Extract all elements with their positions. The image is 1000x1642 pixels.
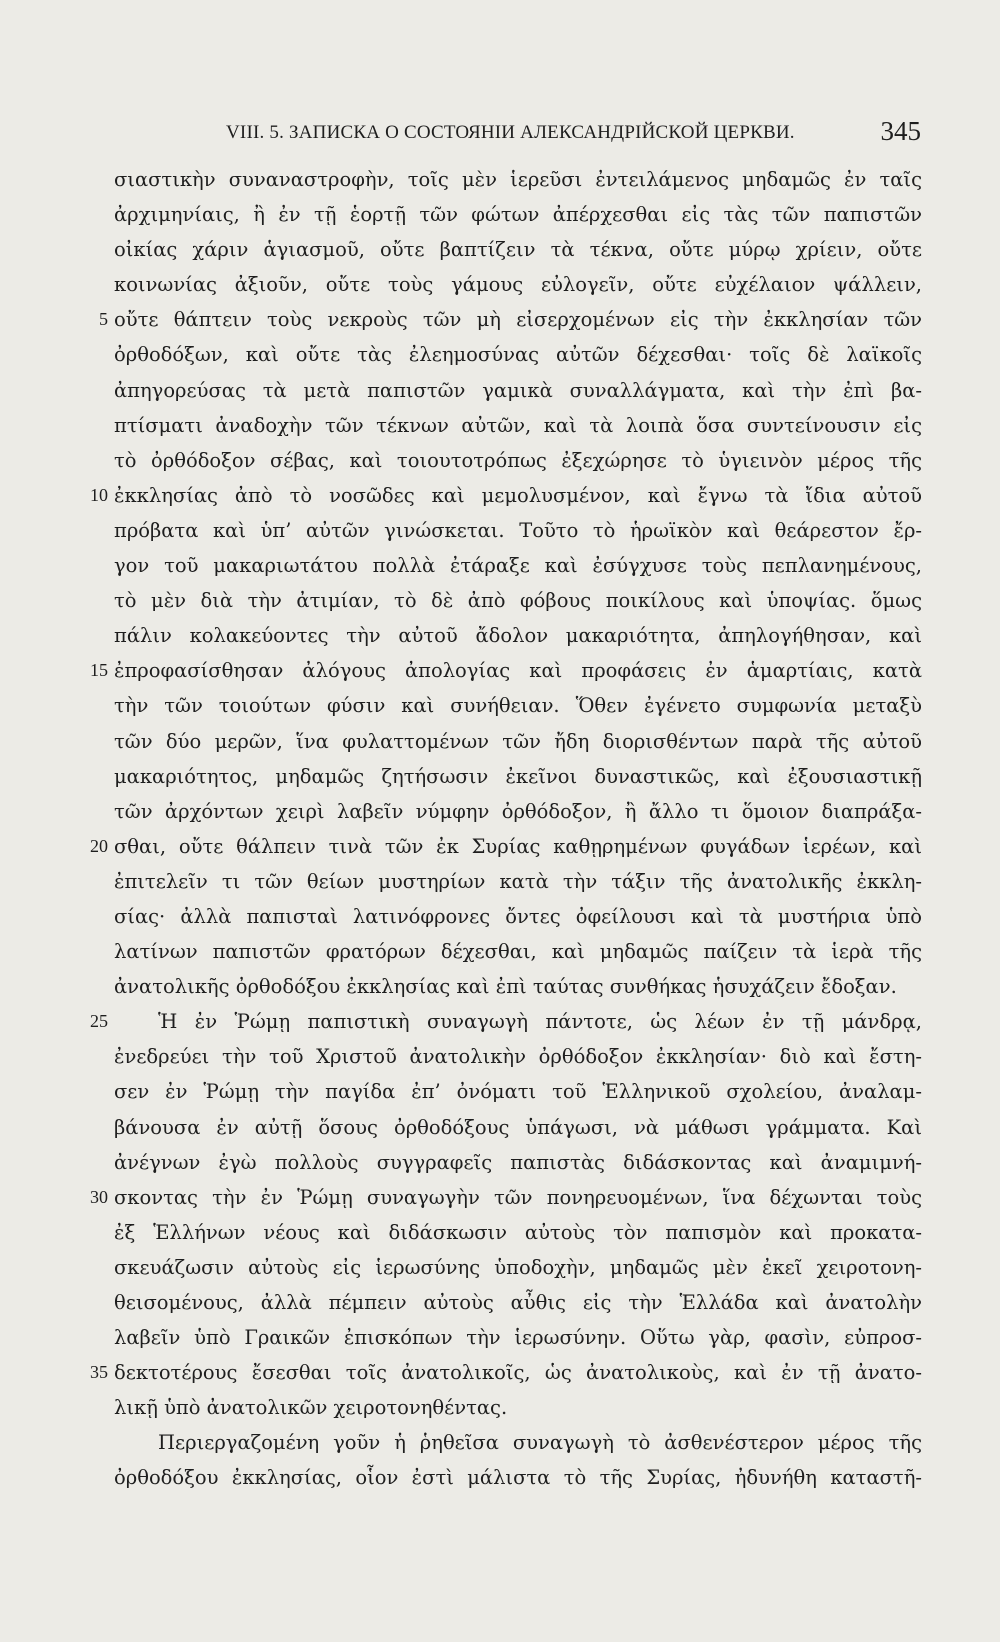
line-text: λατίνων παπιστῶν φρατόρων δέχεσθαι, καὶ μηδαμῶς παίζειν τὰ ἱερὰ τῆς [114,940,922,964]
line-text: ὀρθοδόξων, καὶ οὔτε τὰς ἐλεημοσύνας αὐτῶν δέχεσθαι· τοῖς δὲ λαϊκοῖς [114,343,922,367]
line-text: πρόβατα καὶ ὑπ’ αὐτῶν γινώσκεται. Τοῦτο τὸ ἡρωϊκὸν καὶ θεάρεστον ἔρ- [114,518,922,542]
line-text: ἀπηγορεύσας τὰ μετὰ παπιστῶν γαμικὰ συναλλάγματα, καὶ τὴν ἐπὶ βα- [114,378,922,402]
page-header [226,116,921,152]
line-text: τῶν δύο μερῶν, ἵνα φυλαττομένων τῶν ἤδη διορισθέντων παρὰ τῆς αὐτοῦ [114,729,922,753]
line-text: πάλιν κολακεύοντες τὴν αὐτοῦ ἄδολον μακαριότητα, ἀπηλογήθησαν, καὶ [114,624,922,648]
line-number: 20 [90,835,108,856]
line-text: γον τοῦ μακαριωτάτου πολλὰ ἐτάραξε καὶ ἐσύγχυσε τοὺς πεπλανημένους, [114,554,922,578]
line-text: σκοντας τὴν ἐν Ῥώμῃ συναγωγὴν τῶν πονηρευομένων, ἵνα δέχωνται τοὺς [114,1185,922,1209]
line-text: σιαστικὴν συναναστροφὴν, τοῖς μὲν ἱερεῦσι ἐντειλάμενος μηδαμῶς ἐν ταῖς [114,168,922,191]
line-text: ἐξ Ἑλλήνων νέους καὶ διδάσκωσιν αὐτοὺς τὸν παπισμὸν καὶ προκατα- [114,1220,922,1244]
text-line [90,829,922,864]
line-text: Περιεργαζομένη γοῦν ἡ ῥηθεῖσα συναγωγὴ τὸ ἀσθενέστερον μέρος τῆς [158,1431,922,1455]
text-line [114,1250,922,1285]
line-text: ὀρθοδόξου ἐκκλησίας, οἷον ἐστὶ μάλιστα τὸ τῆς Συρίας, ἠδυνήθη καταστῆ- [114,1466,922,1490]
line-text: ἐκκλησίας ἀπὸ τὸ νοσῶδες καὶ μεμολυσμένον, καὶ ἔγνω τὰ ἴδια αὐτοῦ [114,483,922,507]
text-line [114,337,922,372]
line-text: λικῇ ὑπὸ ἀνατολικῶν χειροτονηθέντας. [114,1396,508,1420]
line-text: σθαι, οὔτε θάλπειν τινὰ τῶν ἐκ Συρίας καθῃρημένων φυγάδων ἱερέων, καὶ [114,834,922,858]
line-text: μακαριότητος, μηδαμῶς ζητήσωσιν ἐκεῖνοι δυναστικῶς, καὶ ἐξουσιαστικῇ [114,764,922,788]
text-line [114,688,922,723]
line-text: ἀνατολικῆς ὀρθοδόξου ἐκκλησίας καὶ ἐπὶ ταύτας συνθήκας ἡσυχάζειν ἔδοξαν. [114,975,897,999]
text-line [114,1110,922,1145]
line-number: 15 [90,660,108,681]
line-text: κοινωνίας ἀξιοῦν, οὔτε τοὺς γάμους εὐλογεῖν, οὔτε εὐχέλαιον ψάλλειν, [114,273,922,297]
line-text: τῶν ἀρχόντων χειρὶ λαβεῖν νύμφην ὀρθόδοξον, ἢ ἄλλο τι ὅμοιον διαπράξα- [114,799,922,823]
line-text: οὔτε θάπτειν τοὺς νεκροὺς τῶν μὴ εἰσερχομένων εἰς τὴν ἐκκλησίαν τῶν [114,308,922,332]
line-text: βάνουσα ἐν αὐτῇ ὅσους ὀρθοδόξους ὑπάγωσι, νὰ μάθωσι γράμματα. Καὶ [114,1115,922,1139]
line-text: ἐπροφασίσθησαν ἀλόγους ἀπολογίας καὶ προφάσεις ἐν ἁμαρτίαις, κατὰ [114,659,922,683]
line-text: Ἡ ἐν Ῥώμῃ παπιστικὴ συναγωγὴ πάντοτε, ὡς λέων ἐν τῇ μάνδρᾳ, [158,1010,922,1034]
text-line [114,934,922,969]
text-line [114,1320,922,1355]
text-line [114,1145,922,1180]
text-line [114,1390,922,1425]
text-line [90,1004,922,1039]
line-text: οἰκίας χάριν ἁγιασμοῦ, οὔτε βαπτίζειν τὰ τέκνα, οὔτε μύρῳ χρίειν, οὔτε [114,238,922,262]
text-line [90,1355,922,1390]
text-line [90,653,922,688]
text-line [114,1460,922,1495]
line-text: δεκτοτέρους ἔσεσθαι τοῖς ἀνατολικοῖς, ὡς ἀνατολικοὺς, καὶ ἐν τῇ ἀνατο- [114,1361,922,1385]
line-text: ἐπιτελεῖν τι τῶν θείων μυστηρίων κατὰ τὴν τάξιν τῆς ἀνατολικῆς ἐκκλη- [114,869,922,893]
text-line [114,197,922,232]
line-text: σίας· ἀλλὰ παπισταὶ λατινόφρονες ὄντες ὀφείλουσι καὶ τὰ μυστήρια ὑπὸ [114,904,922,928]
text-line [114,267,922,302]
line-text: τὸ μὲν διὰ τὴν ἀτιμίαν, τὸ δὲ ἀπὸ φόβους ποικίλους καὶ ὑποψίας. ὅμως [114,589,922,613]
text-line [114,583,922,618]
line-text: πτίσματι ἀναδοχὴν τῶν τέκνων αὐτῶν, καὶ τὰ λοιπὰ ὅσα συντείνουσιν εἰς [114,413,922,437]
text-line [114,1215,922,1250]
text-line [114,373,922,408]
line-text: τὴν τῶν τοιούτων φύσιν καὶ συνήθειαν. Ὅθεν ἐγένετο συμφωνία μεταξὺ [114,694,922,718]
text-line [114,443,922,478]
text-line [114,1039,922,1074]
line-text: θεισομένους, ἀλλὰ πέμπειν αὐτοὺς αὖθις εἰς τὴν Ἑλλάδα καὶ ἀνατολὴν [114,1291,922,1314]
line-number: 25 [90,1011,108,1032]
running-head: VIII. 5. ЗАПИСКА О СОСТОЯНІИ АЛЕКСАНДРІЙСКОЙ ЦЕРКВИ. [226,122,795,143]
text-line [114,724,922,759]
text-line [114,618,922,653]
text-line [114,513,922,548]
text-line [114,899,922,934]
text-line [114,759,922,794]
line-text: σεν ἐν Ῥώμῃ τὴν παγίδα ἐπ’ ὀνόματι τοῦ Ἑλληνικοῦ σχολείου, ἀναλαμ- [114,1080,922,1104]
text-line [114,162,922,197]
line-text: σκευάζωσιν αὐτοὺς εἰς ἱερωσύνης ὑποδοχὴν, μηδαμῶς μὲν ἐκεῖ χειροτονη- [114,1255,922,1279]
text-line [99,302,922,337]
line-number: 30 [90,1186,108,1207]
page-number: 345 [880,116,921,146]
text-line [114,864,922,899]
line-number: 5 [99,309,108,330]
text-line [114,1285,922,1320]
text-line [114,408,922,443]
text-line [114,969,922,1004]
line-number: 35 [90,1362,108,1383]
text-line [114,548,922,583]
line-text: ἀρχιμηνίαις, ἢ ἐν τῇ ἑορτῇ τῶν φώτων ἀπέρχεσθαι εἰς τὰς τῶν παπιστῶν [114,203,922,227]
text-line [114,232,922,267]
line-text: λαβεῖν ὑπὸ Γραικῶν ἐπισκόπων τὴν ἱερωσύνην. Οὕτω γὰρ, φασὶν, εὐπροσ- [114,1326,922,1350]
body-text [90,162,922,1496]
text-line [114,1074,922,1109]
text-line [114,1425,922,1460]
line-text: τὸ ὀρθόδοξον σέβας, καὶ τοιουτοτρόπως ἐξεχώρησε τὸ ὑγιεινὸν μέρος τῆς [114,448,922,472]
line-text: ἐνεδρεύει τὴν τοῦ Χριστοῦ ἀνατολικὴν ὀρθόδοξον ἐκκλησίαν· διὸ καὶ ἔστη- [114,1045,922,1069]
line-number: 10 [90,484,108,505]
text-line [90,1180,922,1215]
line-text: ἀνέγνων ἐγὼ πολλοὺς συγγραφεῖς παπιστὰς διδάσκοντας καὶ ἀναμιμνή- [114,1150,922,1174]
text-line [90,478,922,513]
text-line [114,794,922,829]
